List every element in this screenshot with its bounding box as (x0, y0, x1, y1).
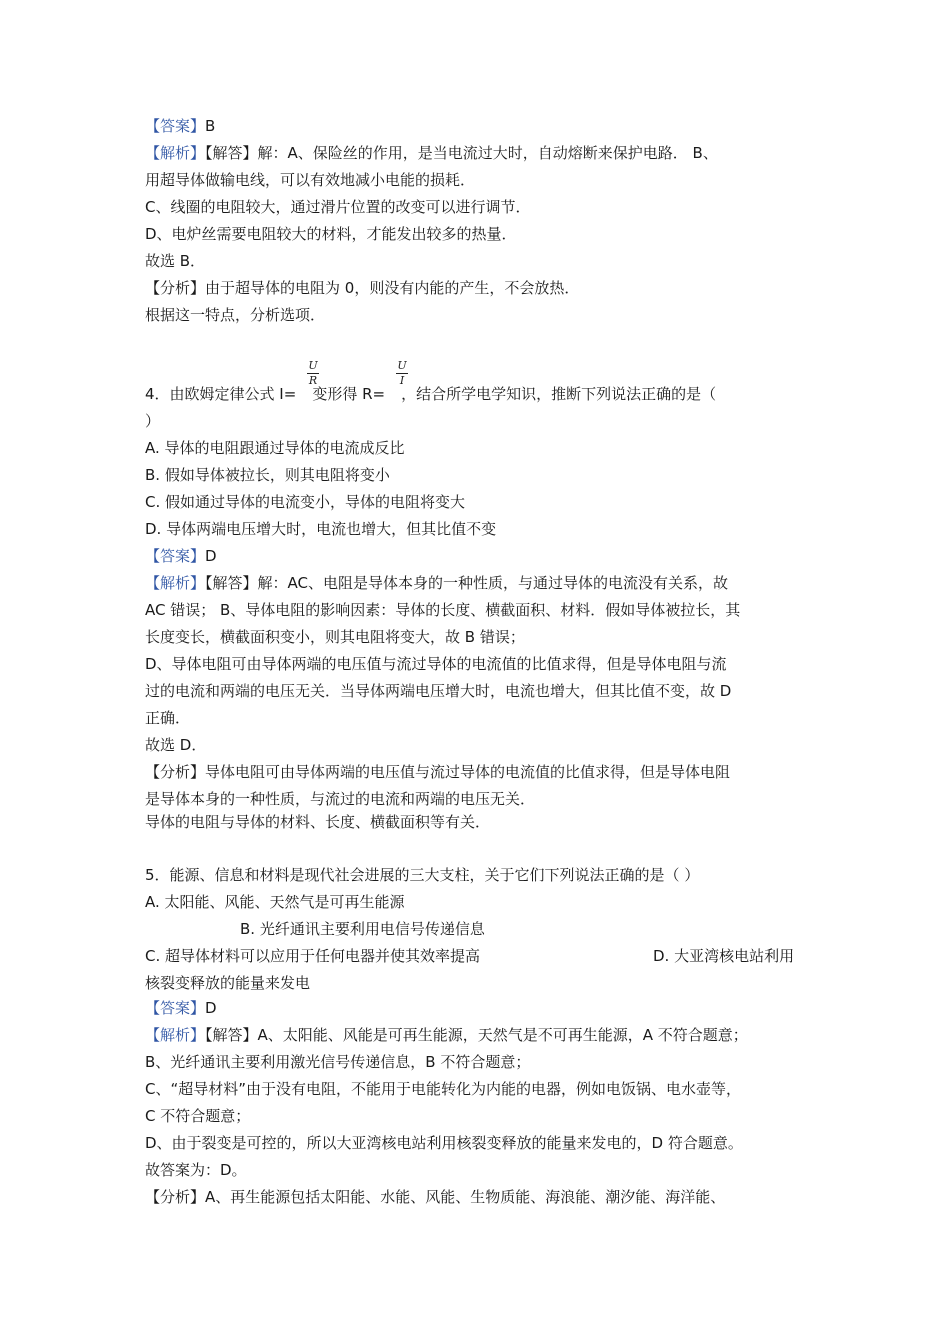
answer-value: D (205, 547, 217, 565)
option-c: C. 超导体材料可以应用于任何电器并使其效率提高 (145, 947, 481, 965)
stem-part: 4．由欧姆定律公式 I= (145, 385, 297, 403)
text-line: 【解答】解：A、保险丝的作用，是当电流过大时，自动熔断来保护电路． B、 (205, 144, 718, 162)
text-line: 过的电流和两端的电压无关．当导体两端电压增大时，电流也增大，但其比值不变，故 D (145, 682, 732, 700)
analysis-tag: 【解析】 (145, 1026, 206, 1044)
option-a: A. 导体的电阻跟通过导体的电流成反比 (145, 439, 405, 457)
text-line: C、线圈的电阻较大，通过滑片位置的改变可以进行调节． (145, 198, 531, 216)
q4-stem (145, 384, 716, 404)
option-d: D. 大亚湾核电站利用 (653, 947, 795, 965)
option-b: B. 光纤通讯主要利用电信号传递信息 (240, 920, 485, 938)
q3-analysis-line (145, 143, 718, 163)
answer-value: B (205, 117, 216, 135)
text-line: 故选 D． (145, 736, 207, 754)
text-line: B、光纤通讯主要利用激光信号传递信息，B 不符合题意； (145, 1053, 531, 1071)
answer-value: D (205, 999, 217, 1017)
q4-analysis-line (145, 573, 728, 593)
answer-tag: 【答案】 (145, 999, 206, 1017)
text-line: D、由于裂变是可控的，所以大亚湾核电站利用核裂变释放的能量来发电的，D 符合题意。 (145, 1134, 743, 1152)
answer-tag: 【答案】 (145, 117, 206, 135)
q5-answer-line (145, 998, 217, 1018)
fraction-denominator: I (399, 374, 405, 387)
option-d: D. 导体两端电压增大时，电流也增大，但其比值不变 (145, 520, 497, 538)
text-line: 【分析】A、再生能源包括太阳能、水能、风能、生物质能、海浪能、潮汐能、海洋能、 (145, 1188, 726, 1206)
text-line: 长度变长，横截面积变小，则其电阻将变大，故 B 错误； (145, 628, 525, 646)
q5-stem: 5．能源、信息和材料是现代社会进展的三大支柱，关于它们下列说法正确的是（ ） (145, 866, 700, 884)
option-a: A. 太阳能、风能、天然气是可再生能源 (145, 893, 405, 911)
text-line: 是导体本身的一种性质，与流过的电流和两端的电压无关． (145, 790, 536, 808)
text-line: 故答案为：D。 (145, 1161, 247, 1179)
option-c: C. 假如通过导体的电流变小，导体的电阻将变大 (145, 493, 466, 511)
fraction-numerator: U (397, 359, 407, 372)
q4-stem-close: ） (145, 412, 161, 430)
q4-answer-line (145, 546, 217, 566)
text-line: D、电炉丝需要电阻较大的材料，才能发出较多的热量． (145, 225, 517, 243)
text-line: 【解答】解：AC、电阻是导体本身的一种性质，与通过导体的电流没有关系，故 (205, 574, 728, 592)
formula-i-fraction (307, 360, 319, 387)
text-line: 【分析】由于超导体的电阻为 0，则没有内能的产生，不会放热． (145, 279, 580, 297)
text-line: 【解答】A、太阳能、风能是可再生能源，天然气是不可再生能源，A 不符合题意； (205, 1026, 748, 1044)
text-line: 【分析】导体电阻可由导体两端的电压值与流过导体的电流值的比值求得，但是导体电阻 (145, 763, 731, 781)
text-line: C 不符合题意； (145, 1107, 251, 1125)
stem-part: ，结合所学电学知识，推断下列说法正确的是（ (401, 385, 717, 403)
q5-analysis-line (145, 1025, 748, 1045)
fraction-denominator: R (308, 374, 318, 387)
q3-answer-line (145, 116, 215, 136)
text-line: 故选 B． (145, 252, 206, 270)
formula-r-fraction (396, 360, 408, 387)
answer-tag: 【答案】 (145, 547, 206, 565)
text-line: 导体的电阻与导体的材料、长度、横截面积等有关． (145, 813, 491, 831)
fraction-numerator: U (308, 359, 318, 372)
option-d-continued: 核裂变释放的能量来发电 (145, 974, 311, 992)
analysis-tag: 【解析】 (145, 144, 206, 162)
text-line: AC 错误； B、导体电阻的影响因素：导体的长度、横截面积、材料．假如导体被拉长，其 (145, 601, 741, 619)
text-line: C、“超导材料”由于没有电阻，不能用于电能转化为内能的电器，例如电饭锅、电水壶等， (145, 1080, 742, 1098)
analysis-tag: 【解析】 (145, 574, 206, 592)
text-line: D、导体电阻可由导体两端的电压值与流过导体的电流值的比值求得，但是导体电阻与流 (145, 655, 727, 673)
option-b: B. 假如导体被拉长，则其电阻将变小 (145, 466, 390, 484)
text-line: 用超导体做输电线，可以有效地减小电能的损耗． (145, 171, 476, 189)
stem-part: 变形得 R= (312, 385, 386, 403)
text-line: 根据这一特点，分析选项． (145, 306, 326, 324)
text-line: 正确． (145, 709, 191, 727)
